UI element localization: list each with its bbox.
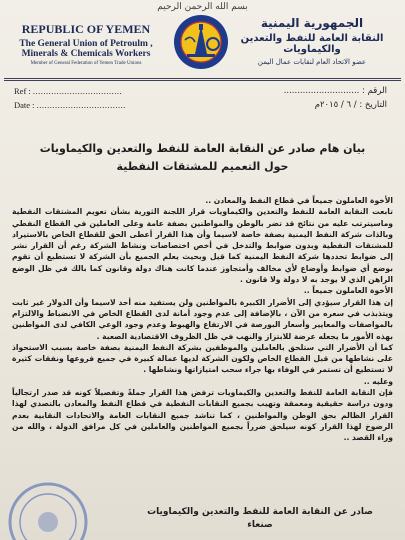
header-left-line4: Member of General Federation of Yemen Trade Unions <box>30 61 142 66</box>
header-divider-second <box>4 80 401 81</box>
union-emblem-icon <box>173 14 229 70</box>
date-ar-label: التاريخ : <box>359 100 387 110</box>
header-right-title: الجمهورية اليمنية <box>260 16 364 30</box>
date-ar-row <box>315 100 387 110</box>
paragraph: فإن النقابة العامة للنفط والتعدين والكيماويات ترفض هذا القرار جملةً وتفصيلاً كونه قد صدر ارتجالياً ودون دراسة حقيقية ومعمقة وتهيب بجميع النقابات النفطية في قطاع النفط والمعادن بالتصدي لهذا القرار الظالم بحق الوطن والمواطنين ، كما تناشد جميع النقابات العامة والاتحادات النقابية بعدم الرضوخ لهذا القرار كونه سيلحق ضرراً بجميع المواطنين والعاملين في كل مرافق الدولة ، والله من وراء القصد .. <box>12 388 393 443</box>
header-right-line3: عضو الاتحاد العام لنقابات عمال اليمن <box>257 58 367 66</box>
paragraph: وعليه .. <box>363 376 393 386</box>
stamp-seal-icon <box>4 478 92 540</box>
header-right-arabic <box>227 16 397 66</box>
ref-dots: .................................. <box>32 86 123 96</box>
document-subtitle: حول التعميم للمشتقات النفطية <box>116 160 289 173</box>
signature-block <box>135 506 385 532</box>
number-row <box>284 86 387 96</box>
date-ar-value: / ٦ / ٢٠١٥م <box>314 100 357 110</box>
signature-line1: صادر عن النقابة العامة للنفط والتعدين والكيماويات <box>147 507 373 517</box>
header-right-line2: النقابة العامة للنفط والتعدين والكيماويات <box>240 33 384 55</box>
date-row <box>14 100 126 110</box>
number-label: الرقم : <box>362 86 387 96</box>
header-left-english <box>6 22 166 66</box>
ref-label: Ref : <box>14 86 31 96</box>
paragraph: كما أن الأضرار التي ستلحق بالعاملين والموظفين بشركة النفط اليمنية بصفة خاصة بسبب الاستحواذ على نشاطها من قبل القطاع الخاص ولكون الشركة لديها عمالة كبيرة في جميع فروعها ونفقات كثيرة لا تستطيع أن تستمر في الوفاء بها جراء سحب امتيازاتها ونشاطها . <box>12 342 393 375</box>
header-left-title: REPUBLIC OF YEMEN <box>21 22 151 36</box>
date-label: Date : <box>14 100 35 110</box>
paragraph: الأخوة العاملون جميعاً .. <box>303 286 393 296</box>
paragraph: إن هذا القرار سيؤدي إلى الأضرار الكبيرة بالمواطنين ولن يستفيد منه أحد لاسيما وأن الدولار غير ثابت ويتذبذب في سعره من الآن ، بالإضافة إلى عدم وجود أمانة لدى القطاع الخاص في الانضباط والالتزام بالمواصفات والمعايير وأسعار البورصة في الارتفاع والهبوط وعدم وجود الوعي الكافي لدى المواطنين بهذه الأمور ما يجعله عرضة للابتزاز والنهب في ظل الظروف الاقتصادية الصعبة . <box>12 297 393 341</box>
ref-row <box>14 86 122 96</box>
document-title: بيان هام صادر عن النقابة العامة للنفط والتعدين والكيماويات <box>39 142 366 155</box>
bismillah: بسم الله الرحمن الرحيم <box>157 2 248 12</box>
header-left-line3: Minerals & Chemicals Workers <box>21 49 151 59</box>
document-body <box>12 195 393 444</box>
paragraph: تابعت النقابة العامة للنفط والتعدين والكيماويات قرار اللجنة الثورية بشأن تعويم المشتقات النفطية وماسيترتب عليه من نتائج قد تضر بالوطن والمواطنين بصفة عامة وعلى العاملين في القطاع النفطي وبالذات شركة النفط اليمنية بصفة خاصة لاسيما وأن هذا القرار أعطى الحق للقطاع الخاص بالاستيراد للمشتقات النفطية وبدون ضوابط والتدخل في أخص اختصاصات ونشاط الشركة رغم أن القرار نشر إلى ضوابط تحددها شركة النفط اليمنية كما قيل وبحيث يعلم الجميع بأن الشركة لا تستطيع أن تقوم بوضع أي ضوابط وأوضاع لأي مخالف وأمتجاوز عندما كانت هناك دولة وقانون كما بالك في ظل الوضع الراهن الذي لا يوجد به لا دولة ولا قانون . <box>12 207 393 285</box>
header-left-line2: The General Union of Petroulm , <box>19 39 153 49</box>
paragraph: الأخوة العاملون جميعاً في قطاع النفط والمعادن .. <box>205 196 393 205</box>
date-dots: .................................. <box>36 100 126 110</box>
signature-line2: صنعاء <box>247 520 273 530</box>
number-dots: ............................ <box>283 86 360 96</box>
header-divider <box>4 78 401 79</box>
